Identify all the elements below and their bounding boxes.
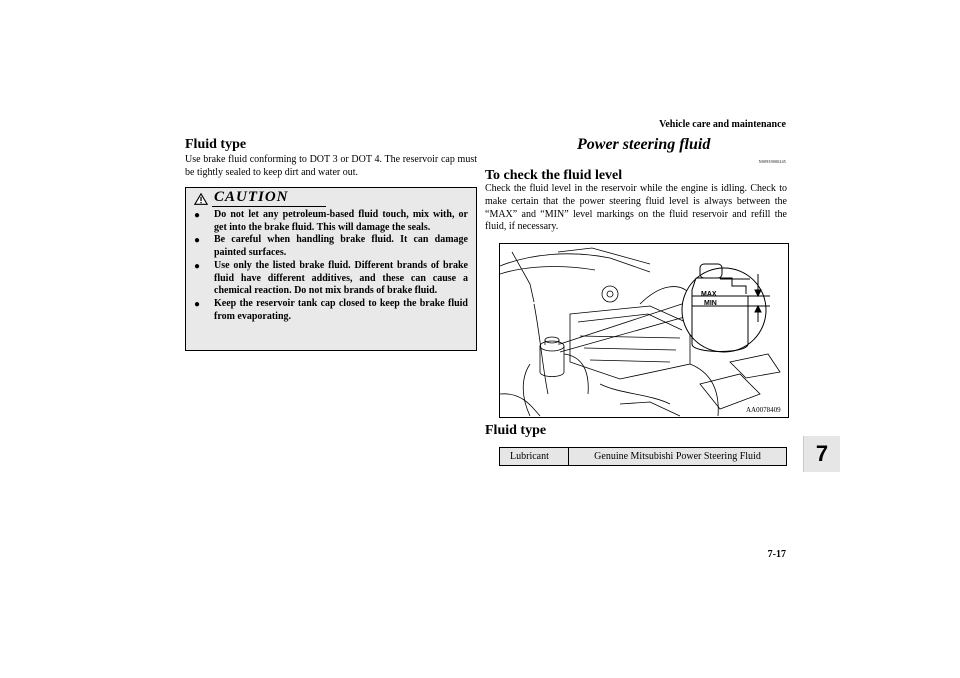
lubricant-label-cell: Lubricant xyxy=(500,448,569,466)
caution-item-text: Be careful when handling brake fluid. It can damage painted surfaces. xyxy=(214,234,468,259)
bullet-icon: ● xyxy=(194,298,201,310)
bullet-icon: ● xyxy=(194,235,201,247)
bullet-icon: ● xyxy=(194,210,201,221)
running-head: Vehicle care and maintenance xyxy=(659,119,786,130)
max-label: MAX xyxy=(701,291,717,298)
caution-item xyxy=(194,260,468,298)
caution-item xyxy=(194,209,468,234)
engine-bay-drawing xyxy=(500,244,788,417)
caution-rule xyxy=(212,206,326,207)
caution-box xyxy=(185,187,477,351)
caution-item xyxy=(194,234,468,259)
check-fluid-paragraph: Check the fluid level in the reservoir while the engine is idling. Check to make certain that the power steering fluid level is always between the “MAX” and “MIN” level markings on the fluid reservoir and refill the fluid, if necessary. xyxy=(485,183,787,233)
lubricant-table xyxy=(499,447,787,466)
page-number: 7-17 xyxy=(767,549,786,560)
chapter-tab: 7 xyxy=(803,436,840,472)
brake-fluid-paragraph: Use brake fluid conforming to DOT 3 or DOT 4. The reservoir cap must be tightly sealed to keep dirt and water out. xyxy=(185,154,477,178)
warning-triangle-icon xyxy=(194,193,208,205)
section-title: Power steering fluid xyxy=(577,136,711,153)
power-steering-fluid-type-heading: Fluid type xyxy=(485,423,547,438)
caution-item-text: Do not let any petroleum-based fluid touch, mix with, or get into the brake fluid. This will damage the seals. xyxy=(214,209,468,233)
caution-item-text: Use only the listed brake fluid. Different brands of brake fluid have different additives, and these can cause a chemical reaction. Do not mix brands of brake fluid. xyxy=(214,259,468,297)
caution-item-text: Keep the reservoir tank cap closed to keep the brake fluid from evaporating. xyxy=(214,297,468,322)
caution-item xyxy=(194,298,468,323)
bullet-icon: ● xyxy=(194,260,201,272)
table-row xyxy=(500,448,787,466)
engine-bay-illustration xyxy=(499,243,789,418)
check-fluid-heading: To check the fluid level xyxy=(485,168,623,183)
caution-header xyxy=(186,188,476,208)
illustration-code: AA0078409 xyxy=(746,406,781,414)
lubricant-value-cell: Genuine Mitsubishi Power Steering Fluid xyxy=(569,448,787,466)
document-id: N00939000245 xyxy=(758,159,786,164)
fluid-type-heading: Fluid type xyxy=(185,137,247,152)
caution-list xyxy=(194,209,468,323)
min-label: MIN xyxy=(704,300,717,307)
caution-title: CAUTION xyxy=(214,189,289,205)
